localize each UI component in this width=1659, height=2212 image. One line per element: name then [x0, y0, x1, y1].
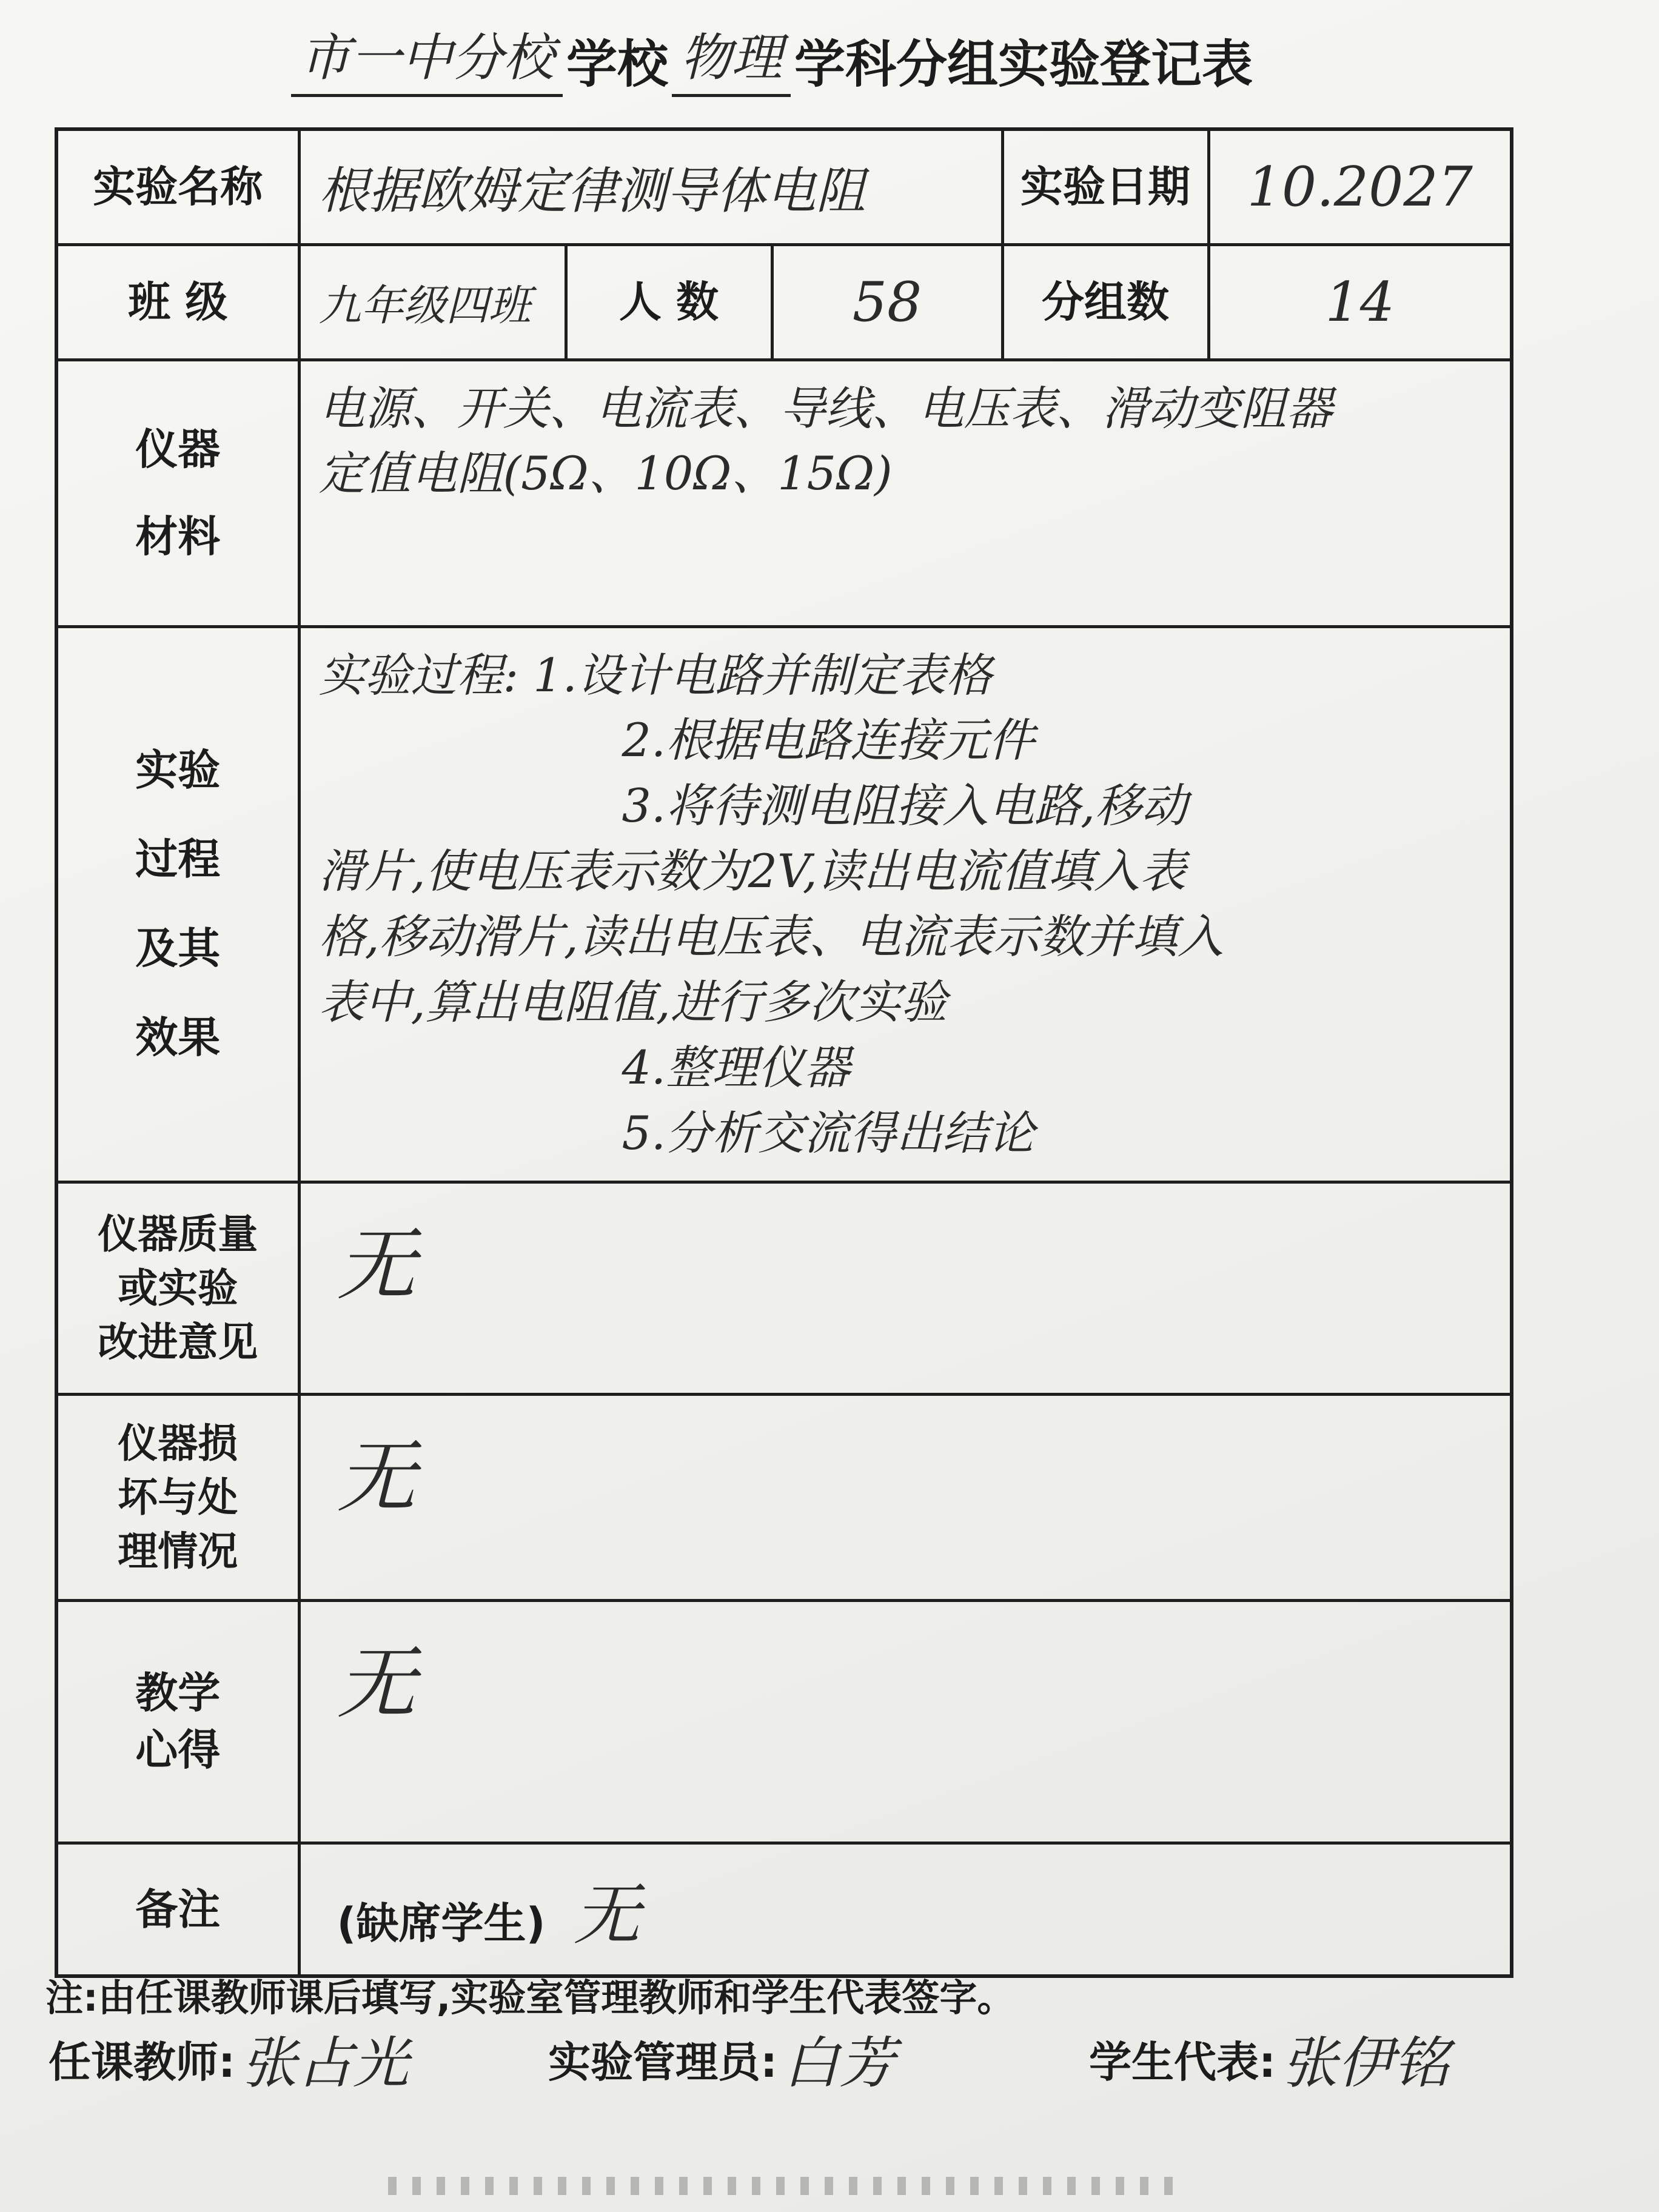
remarks-label: 备注 [56, 1843, 299, 1976]
equipment-value [299, 360, 1512, 626]
subject-fill: 物理 [672, 17, 791, 97]
teaching-label-line-1: 教学 [135, 1667, 221, 1718]
row-quality [56, 1182, 1512, 1394]
damage-label-line-1: 仪器损 [118, 1419, 238, 1467]
process-label-line-4: 效果 [135, 1013, 221, 1063]
groups-label: 分组数 [1002, 244, 1208, 360]
damage-label-line-2: 坏与处 [118, 1473, 238, 1521]
signature-row [49, 2019, 1504, 2098]
form-note: 注:由任课教师课后填写,实验室管理教师和学生代表签字。 [45, 1976, 1015, 2020]
process-label-line-2: 过程 [135, 834, 221, 885]
remarks-value-cell [299, 1843, 1512, 1976]
damage-value: 无 [299, 1394, 1512, 1600]
process-line: 3.将待测电阻接入电路,移动 [622, 779, 1188, 833]
process-line: 实验过程: 1.设计电路并制定表格 [318, 648, 992, 702]
admin-name: 白芳 [783, 2031, 896, 2096]
student-signature [1089, 2019, 1449, 2099]
process-line: 表中,算出电阻值,进行多次实验 [318, 975, 947, 1030]
experiment-date-value: 10.2027 [1208, 129, 1512, 244]
quality-label-line-1: 仪器质量 [98, 1210, 258, 1258]
process-value [299, 626, 1512, 1182]
count-value: 58 [772, 244, 1002, 360]
row-class [56, 244, 1512, 360]
experiment-name-label: 实验名称 [56, 129, 299, 244]
teacher-signature [49, 2019, 409, 2099]
quality-value: 无 [299, 1182, 1512, 1394]
process-label [56, 626, 299, 1182]
admin-signature [548, 2019, 895, 2099]
class-value: 九年级四班 [299, 244, 566, 360]
process-line: 5.分析交流得出结论 [622, 1105, 1035, 1160]
row-process [56, 626, 1512, 1182]
process-label-line-3: 及其 [135, 923, 221, 974]
remarks-prefix: (缺席学生) [337, 1899, 546, 1948]
quality-label-line-2: 或实验 [118, 1264, 238, 1312]
remarks-value: 无 [573, 1876, 640, 1954]
experiment-date-label: 实验日期 [1002, 129, 1208, 244]
experiment-form-table [55, 127, 1513, 1978]
student-label: 学生代表: [1089, 2037, 1276, 2087]
process-line: 4.整理仪器 [622, 1040, 851, 1094]
row-damage [56, 1394, 1512, 1600]
quality-label [56, 1182, 299, 1394]
row-remarks [56, 1843, 1512, 1976]
row-experiment-name [56, 129, 1512, 244]
teaching-value: 无 [299, 1600, 1512, 1843]
class-label: 班 级 [56, 244, 299, 360]
teaching-label-line-2: 心得 [135, 1725, 221, 1775]
student-name: 张伊铭 [1282, 2031, 1450, 2096]
school-word: 学校 [566, 35, 669, 94]
school-name-fill: 市一中分校 [291, 17, 563, 97]
equipment-label-line-2: 材料 [135, 512, 221, 561]
process-line: 2.根据电路连接元件 [622, 713, 1035, 768]
teacher-label: 任课教师: [49, 2037, 235, 2087]
groups-value: 14 [1208, 244, 1512, 360]
teaching-label [56, 1600, 299, 1843]
process-label-line-1: 实验 [135, 745, 221, 796]
row-teaching [56, 1600, 1512, 1843]
experiment-name-value: 根据欧姆定律测导体电阻 [299, 129, 1002, 244]
admin-label: 实验管理员: [548, 2037, 778, 2087]
row-equipment [56, 360, 1512, 626]
equipment-label-line-1: 仪器 [135, 424, 221, 474]
damage-label [56, 1394, 299, 1600]
form-title [291, 24, 1253, 97]
teacher-name: 张占光 [241, 2031, 409, 2096]
title-suffix: 学科分组实验登记表 [794, 35, 1253, 94]
bottom-edge-smudge [388, 2177, 1176, 2195]
damage-label-line-3: 理情况 [118, 1527, 238, 1575]
quality-label-line-3: 改进意见 [98, 1318, 258, 1366]
count-label: 人 数 [566, 244, 772, 360]
process-line: 滑片,使电压表示数为2V,读出电流值填入表 [318, 844, 1186, 899]
equipment-label [56, 360, 299, 626]
equipment-line-2: 定值电阻(5Ω、10Ω、15Ω) [318, 446, 893, 501]
process-line: 格,移动滑片,读出电压表、电流表示数并填入 [318, 910, 1224, 964]
equipment-line-1: 电源、开关、电流表、导线、电压表、滑动变阻器 [318, 381, 1333, 435]
